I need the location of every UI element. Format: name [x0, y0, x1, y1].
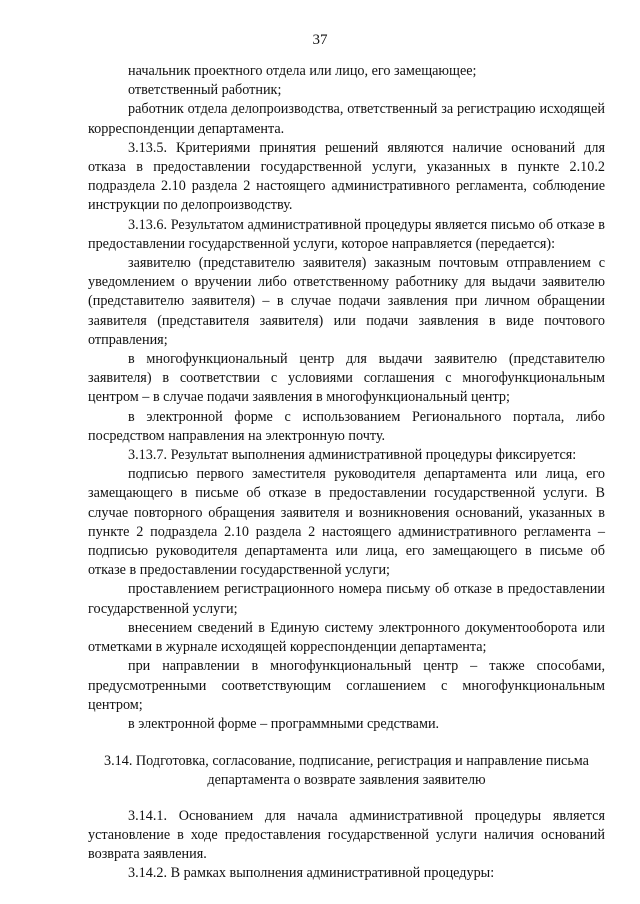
paragraph: заявителю (представителю заявителя) заказным почтовым отправлением с уведомлением о вручении либо ответственному работнику для выдачи заявителю (представителю заявителя) – в случае подачи заявления при личном обращении заявителя (представителя заявителя) или подачи заявления в виде почтового отправления; [88, 255, 605, 348]
section-heading [88, 752, 605, 790]
paragraph: 3.14.1. Основанием для начала административной процедуры является установление в ходе предоставления государственной услуги наличия оснований возврата заявления. [88, 807, 605, 862]
section-heading-line2: департамента о возврате заявления заявителю [207, 772, 486, 789]
paragraph: начальник проектного отдела или лицо, его замещающее; [128, 63, 477, 79]
paragraph: 3.13.7. Результат выполнения административной процедуры фиксируется: [128, 447, 577, 464]
paragraph: 3.13.5. Критериями принятия решений являются наличие оснований для отказа в предоставлении государственной услуги, указанных в пункте 2.10.2 подраздела 2.10 раздела 2 настоящего административного регламента, соблюдение инструкции по делопроизводству. [88, 139, 605, 214]
page-number: 37 [312, 32, 328, 48]
paragraph: в электронной форме – программными средствами. [128, 715, 440, 732]
paragraph: подписью первого заместителя руководителя департамента или лица, его замещающего в письме об отказе в предоставлении государственной услуги. В случае повторного обращения заявителя и возникновения оснований, указанных в пункте 2 подраздела 2.10 раздела 2 настоящего административного регламента – подписью руководителя департамента или лица, его замещающего в письме об отказе в предоставлении государственной услуги; [88, 466, 605, 579]
paragraph: 3.13.6. Результатом административной процедуры является письмо об отказе в предоставлении государственной услуги, которое направляется (передается): [88, 216, 605, 252]
paragraph: в многофункциональный центр для выдачи заявителю (представителю заявителя) в соответствии с условиями соглашения с многофункциональным центром – в случае подачи заявления в многофункциональный центр; [88, 351, 605, 406]
paragraph: в электронной форме с использованием Регионального портала, либо посредством направления на электронную почту. [88, 408, 605, 444]
paragraph: работник отдела делопроизводства, ответственный за регистрацию исходящей корреспонденции департамента. [88, 101, 605, 137]
paragraph: внесением сведений в Единую систему электронного документооборота или отметками в журнале исходящей корреспонденции департамента; [88, 619, 605, 656]
paragraph: ответственный работник; [128, 82, 282, 99]
section-heading-line1: 3.14. Подготовка, согласование, подписание, регистрация и направление письма [104, 753, 589, 770]
paragraph: при направлении в многофункциональный центр – также способами, предусмотренными соответствующим соглашением с многофункциональным центром; [88, 658, 605, 713]
paragraph: проставлением регистрационного номера письму об отказе в предоставлении государственной услуги; [88, 581, 605, 617]
document-body [88, 62, 605, 883]
paragraph: 3.14.2. В рамках выполнения административной процедуры: [128, 865, 495, 882]
